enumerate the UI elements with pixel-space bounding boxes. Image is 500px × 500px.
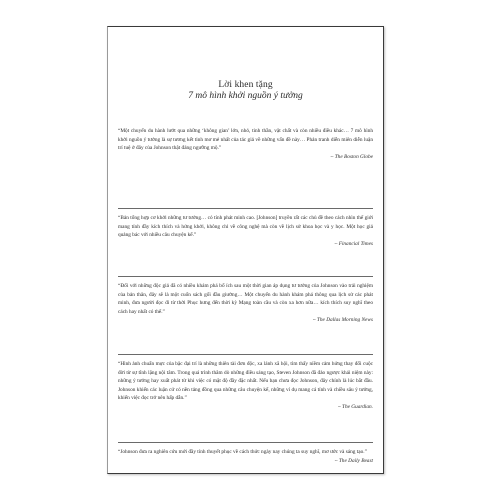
review-item xyxy=(118,354,373,442)
review-quote: “Đối với những độc giả đã có nhiều khám phá bổ ích sau một thời gian áp dụng tư tưởng của Johnson vào trải nghiệm của bản thân, đây sẽ là một cuốn sách gối đầu giường… Một chuyến du hành khám phá thông qua lịch sử các phát minh, đưa người đọc đi từ thời Phục hưng đến thời kỳ Mạng toàn cầu và còn xa hơn nữa… kích thích suy nghĩ theo cách hay nhất có thể.” xyxy=(118,283,373,315)
review-source: ~ The Dallas Morning News xyxy=(312,317,373,324)
review-source: ~ The Boston Globe xyxy=(330,153,373,160)
review-item xyxy=(118,442,373,474)
page-subtitle: 7 mô hình khởi nguồn ý tưởng xyxy=(188,91,303,101)
book-page xyxy=(107,26,384,474)
review-source: ~ Financial Times xyxy=(334,240,373,247)
review-item xyxy=(118,276,373,354)
review-source: ~ The Guardian. xyxy=(337,403,373,410)
review-quote: “Bản tổng hợp cơ khởi những tư tưởng… có tính phát minh cao. [Johnson] truyền rất các chủ đề theo cách nhìn thế giới mang tính đầy kích thích và hứng khởi, không chỉ về công nghệ mà còn về lịch sử khoa học và y học. Một học giả quảng bác với nhiều câu chuyện kể.” xyxy=(118,215,373,239)
review-quote: “Johnson đưa ra nghiên cứu mới đầy tính thuyết phục về cách thức ngày nay chúng ta suy nghĩ, mơ ước và sáng tạo.” xyxy=(118,449,367,455)
page-title: Lời khen tặng xyxy=(218,80,273,90)
page-heading xyxy=(108,80,383,102)
review-quote: “Một chuyến du hành lướt qua những ‘không gian’ lớn, nhỏ, tinh thần, vật chất và còn nhiều điều khác… 7 mô hình khởi nguồn ý tưởng là sự tương kết tinh mơ mẻ nhất của tác giả về những vấn đề này… Phản tranh diễn miên diễn luận trí tuệ ở đây của Johnson thật đáng ngưỡng mộ.” xyxy=(118,128,373,152)
review-quote: “Hình ảnh chuẩn mực của bậc đại trí là những thiên tài đơn độc, xa lánh xã hội, tìm thấy niềm cảm hứng thay đổi cuộc đời từ sự tĩnh lặng nội tâm. Trong quá trình thăm dò những điều sáng tạo, Steven Johnson đã đảo ngược khái niệm này: những ý tưởng hay xuất phát từ khi việc có mặt độ đầy đặc nhất. Nếu bạn chưa đọc Johnson, đây chính là lúc bắt đầu. Johnson khiến các luận cứ có nền tảng đồng qua những câu chuyện kể, những ví dụ mang cá tính và chiều sâu ý tưởng, khiến việc đọc trở nên hấp dẫn.” xyxy=(118,361,373,402)
review-item xyxy=(118,208,373,276)
review-source: ~ The Daily Beast xyxy=(334,457,373,464)
reviews-list xyxy=(118,123,373,474)
review-item xyxy=(118,123,373,208)
